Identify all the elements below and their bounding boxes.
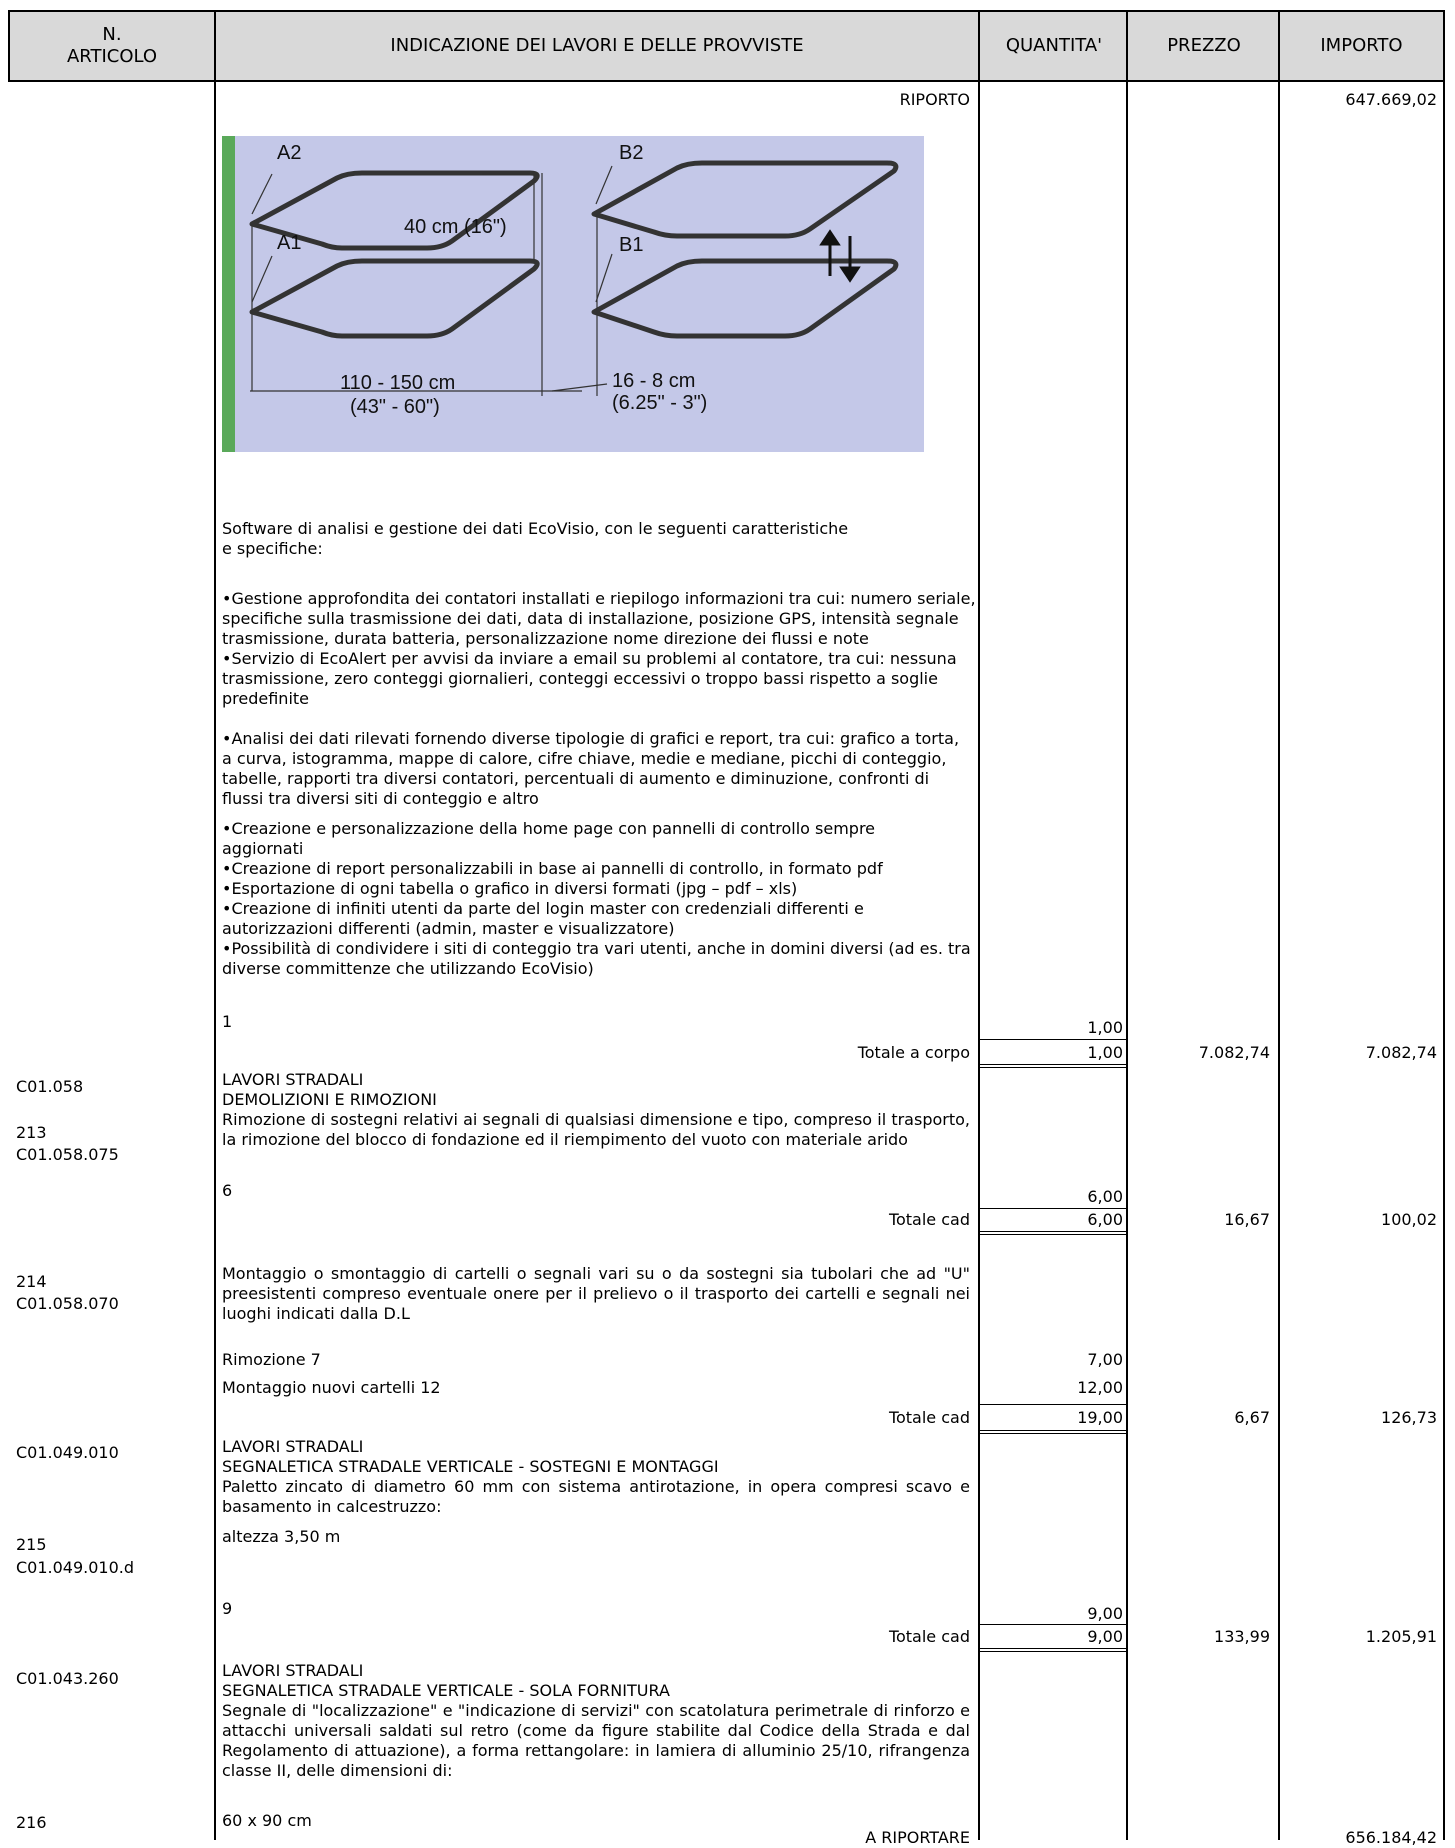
software-bullet: •Servizio di EcoAlert per avvisi da inviare a email su problemi al contatore, tra cui: nessuna trasmissione, zero conteggi giornalieri, conteggi eccessivi o troppo bassi rispetto a soglie predefinite xyxy=(222,649,957,708)
item215-number: 215 xyxy=(16,1535,47,1554)
item213-measure-label: 6 xyxy=(222,1181,233,1200)
software-measure-label: 1 xyxy=(222,1012,233,1031)
software-bullet: •Creazione di report personalizzabili in base ai pannelli di controllo, in formato pdf xyxy=(222,859,883,878)
item213-description: Rimozione di sostegni relativi ai segnali di qualsiasi dimensione e tipo, compreso il trasporto, la rimozione del blocco di fondazione ed il riempimento del vuoto con materiale arido xyxy=(222,1110,970,1149)
item214-description: Montaggio o smontaggio di cartelli o segnali vari su o da sostegni sia tubolari che ad "U" preesistenti compreso eventuale onere per il prelievo o il trasporto dei cartelli e segnali nei luoghi indicati dalla D.L xyxy=(222,1264,970,1323)
item214-measure1-qty: 7,00 xyxy=(1087,1350,1123,1369)
carry-out-label: A RIPORTARE xyxy=(865,1828,970,1847)
loop-a1 xyxy=(252,261,537,336)
software-total-qty: 1,00 xyxy=(1087,1043,1123,1062)
qty-rule xyxy=(978,1039,1128,1040)
item216-subcategory: SEGNALETICA STRADALE VERTICALE - SOLA FORNITURA xyxy=(222,1681,670,1700)
software-price: 7.082,74 xyxy=(1198,1043,1270,1062)
item213-total-label: Totale cad xyxy=(888,1210,970,1229)
qty-rule xyxy=(978,1624,1128,1625)
item214-price: 6,67 xyxy=(1234,1408,1270,1427)
item213-measure-qty: 6,00 xyxy=(1087,1187,1123,1206)
item215-total-qty: 9,00 xyxy=(1087,1627,1123,1646)
item214-number: 214 xyxy=(16,1272,47,1291)
item213-category: LAVORI STRADALI xyxy=(222,1070,364,1089)
software-amount: 7.082,74 xyxy=(1365,1043,1437,1062)
qty-rule xyxy=(978,1208,1128,1209)
software-measure-qty: 1,00 xyxy=(1087,1018,1123,1037)
label-gap-cm: 16 - 8 cm xyxy=(612,370,696,392)
qty-double-rule xyxy=(978,1231,1128,1235)
label-gap-in: (6.25" - 3") xyxy=(612,392,708,414)
header-article: N. ARTICOLO xyxy=(8,10,214,82)
item216-description: Segnale di "localizzazione" e "indicazione di servizi" con scatolatura perimetrale di rinforzo e attacchi universali saldati sul retro (come da figure stabilite dal Codice della Strada e dal Regolamento di attuazione), a forma rettangolare: in lamiera di alluminio 25/10, rifrangenza classe II, delle dimensioni di: xyxy=(222,1701,970,1780)
item214-amount: 126,73 xyxy=(1381,1408,1437,1427)
label-b2: B2 xyxy=(619,142,644,164)
column-divider xyxy=(1126,10,1128,1840)
column-divider xyxy=(1443,10,1445,1840)
loop-drawing xyxy=(222,136,924,452)
qty-double-rule xyxy=(978,1430,1128,1434)
qty-double-rule xyxy=(978,1648,1128,1652)
software-bullet: •Analisi dei dati rilevati fornendo diverse tipologie di grafici e report, tra cui: grafico a torta, a curva, istogramma, mappe di calore, cifre chiave, medie e mediane, picchi di conteggio, tabelle, rapporti tra diversi contatori, percentuali di aumento e diminuzione, confronti di flussi tra diversi siti di conteggio e altro xyxy=(222,729,960,808)
item213-amount: 100,02 xyxy=(1381,1210,1437,1229)
software-bullet: •Gestione approfondita dei contatori installati e riepilogo informazioni tra cui: numero seriale, specifiche sulla trasmissione dei dati, data di installazione, posizione GPS, intensità segnale trasmissione, durata batteria, personalizzazione nome direzione dei flussi e note xyxy=(222,589,976,648)
item214-measure2-label: Montaggio nuovi cartelli 12 xyxy=(222,1378,441,1397)
qty-rule xyxy=(978,1404,1128,1405)
item214-total-qty: 19,00 xyxy=(1077,1408,1123,1427)
column-divider xyxy=(1278,10,1280,1840)
item216-category: LAVORI STRADALI xyxy=(222,1661,364,1680)
header-description: INDICAZIONE DEI LAVORI E DELLE PROVVISTE xyxy=(214,10,980,82)
label-b1: B1 xyxy=(619,234,644,256)
software-intro: Software di analisi e gestione dei dati EcoVisio, con le seguenti caratteristiche e specifiche: xyxy=(222,519,849,558)
counter-loop-diagram xyxy=(222,136,924,452)
carry-in-amount: 647.669,02 xyxy=(1345,90,1437,109)
header-price: PREZZO xyxy=(1128,10,1280,82)
column-divider xyxy=(978,10,980,1840)
qty-double-rule xyxy=(978,1064,1128,1068)
item216-group-code: C01.043.260 xyxy=(16,1669,119,1688)
item215-group-code: C01.049.010 xyxy=(16,1443,119,1462)
item214-total-label: Totale cad xyxy=(888,1408,970,1427)
software-bullet: •Possibilità di condividere i siti di conteggio tra vari utenti, anche in domini diversi (ad es. tra diverse committenze che utilizzando EcoVisio) xyxy=(222,939,971,978)
item213-subcategory: DEMOLIZIONI E RIMOZIONI xyxy=(222,1090,437,1109)
item215-amount: 1.205,91 xyxy=(1365,1627,1437,1646)
header-amount: IMPORTO xyxy=(1280,10,1445,82)
item214-measure1-label: Rimozione 7 xyxy=(222,1350,321,1369)
item213-total-qty: 6,00 xyxy=(1087,1210,1123,1229)
item216-subdescription: 60 x 90 cm xyxy=(222,1811,312,1830)
item213-price: 16,67 xyxy=(1224,1210,1270,1229)
item214-measure2-qty: 12,00 xyxy=(1077,1378,1123,1397)
software-bullet: •Esportazione di ogni tabella o grafico in diversi formati (jpg – pdf – xls) xyxy=(222,879,798,898)
carry-in-label: RIPORTO xyxy=(899,90,970,109)
item215-subcategory: SEGNALETICA STRADALE VERTICALE - SOSTEGNI E MONTAGGI xyxy=(222,1457,719,1476)
item214-code: C01.058.070 xyxy=(16,1294,119,1313)
label-width-in: (43" - 60") xyxy=(350,396,440,418)
item215-total-label: Totale cad xyxy=(888,1627,970,1646)
item213-code: C01.058.075 xyxy=(16,1145,119,1164)
item215-measure-qty: 9,00 xyxy=(1087,1604,1123,1623)
item215-price: 133,99 xyxy=(1214,1627,1270,1646)
software-bullet: •Creazione e personalizzazione della home page con pannelli di controllo sempre aggiornati xyxy=(222,819,876,858)
column-divider xyxy=(214,10,216,1840)
item215-description: Paletto zincato di diametro 60 mm con sistema antirotazione, in opera compresi scavo e basamento in calcestruzzo: xyxy=(222,1477,970,1516)
item213-number: 213 xyxy=(16,1123,47,1142)
label-width-cm: 110 - 150 cm xyxy=(340,372,456,394)
label-a2: A2 xyxy=(277,142,302,164)
item215-measure-label: 9 xyxy=(222,1599,233,1618)
label-height: 40 cm (16") xyxy=(404,216,507,238)
item215-category: LAVORI STRADALI xyxy=(222,1437,364,1456)
software-bullet: •Creazione di infiniti utenti da parte del login master con credenziali differenti e autorizzazioni differenti (admin, master e visualizzatore) xyxy=(222,899,864,938)
loop-b2 xyxy=(594,163,896,236)
label-a1: A1 xyxy=(277,232,302,254)
software-total-label: Totale a corpo xyxy=(857,1043,970,1062)
header-quantity: QUANTITA' xyxy=(980,10,1128,82)
item215-code: C01.049.010.d xyxy=(16,1558,135,1577)
item216-number: 216 xyxy=(16,1813,47,1832)
carry-out-amount: 656.184,42 xyxy=(1345,1828,1437,1847)
item215-subdescription: altezza 3,50 m xyxy=(222,1527,341,1546)
item213-group-code: C01.058 xyxy=(16,1077,84,1096)
